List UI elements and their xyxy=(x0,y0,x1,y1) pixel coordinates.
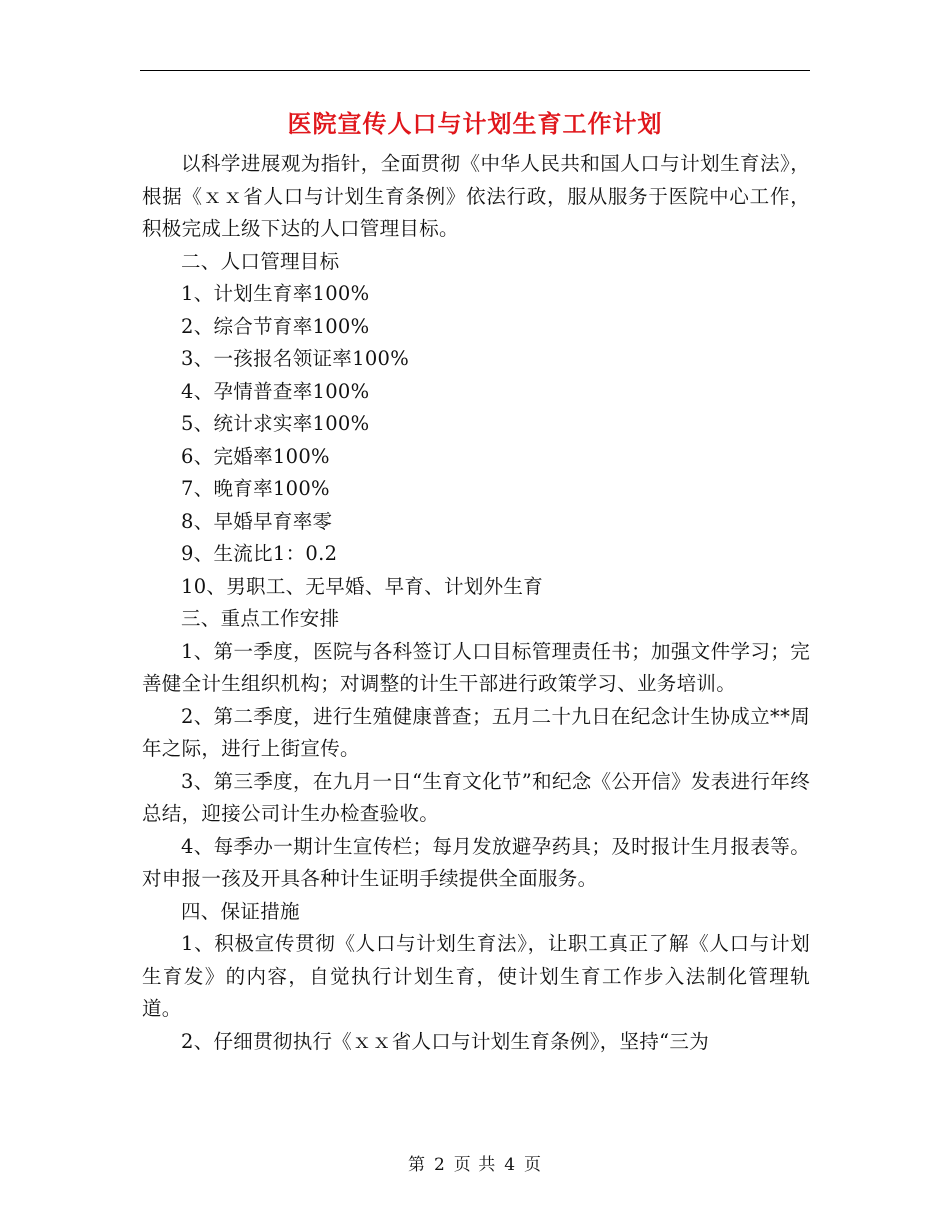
paragraph: 1、第一季度，医院与各科签订人口目标管理责任书；加强文件学习；完善健全计生组织机构；对调整的计生干部进行政策学习、业务培训。 xyxy=(142,639,810,695)
paragraph: 8、早婚早育率零 xyxy=(181,509,333,533)
footer-page-number: 2 xyxy=(433,1155,446,1175)
paragraph: 4、每季办一期计生宣传栏；每月发放避孕药具；及时报计生月报表等。对申报一孩及开具各种计生证明手续提供全面服务。 xyxy=(142,834,810,890)
paragraph: 2、仔细贯彻执行《ｘｘ省人口与计划生育条例》，坚持“三为 xyxy=(181,1029,710,1053)
paragraph: 10、男职工、无早婚、早育、计划外生育 xyxy=(181,574,544,598)
paragraph: 1、积极宣传贯彻《人口与计划生育法》，让职工真正了解《人口与计划生育发》的内容，自觉执行计划生育，使计划生育工作步入法制化管理轨道。 xyxy=(142,932,810,1020)
paragraph: 5、统计求实率100% xyxy=(181,412,370,435)
paragraph: 3、第三季度，在九月一日“生育文化节”和纪念《公开信》发表进行年终总结，迎接公司计生办检查验收。 xyxy=(142,769,810,825)
document-title: 医院宣传人口与计划生育工作计划 xyxy=(287,109,663,138)
paragraph: 3、一孩报名领证率100% xyxy=(181,347,410,370)
page-footer xyxy=(0,1152,950,1178)
paragraph: 1、计划生育率100% xyxy=(181,282,370,305)
paragraph: 三、重点工作安排 xyxy=(181,607,340,630)
paragraph: 6、完婚率100% xyxy=(181,444,330,468)
paragraph: 四、保证措施 xyxy=(181,899,300,923)
paragraph: 7、晚育率100% xyxy=(181,477,330,500)
paragraph: 2、综合节育率100% xyxy=(181,314,370,338)
footer-middle: 页 共 xyxy=(453,1155,497,1175)
header-rule xyxy=(140,70,810,71)
paragraph: 4、孕情普查率100% xyxy=(181,379,370,403)
paragraph: 2、第二季度，进行生殖健康普查；五月二十九日在纪念计生协成立**周年之际，进行上街宣传。 xyxy=(142,704,810,760)
footer-prefix: 第 xyxy=(407,1155,426,1175)
document-body xyxy=(142,148,810,1058)
footer-suffix: 页 xyxy=(524,1155,543,1175)
footer-total-pages: 4 xyxy=(504,1155,517,1175)
paragraph: 以科学进展观为指针，全面贯彻《中华人民共和国人口与计划生育法》，根据《ｘｘ省人口与计划生育条例》依法行政，服从服务于医院中心工作，积极完成上级下达的人口管理目标。 xyxy=(142,152,810,240)
paragraph: 二、人口管理目标 xyxy=(181,249,340,273)
paragraph: 9、生流比1：0.2 xyxy=(181,542,338,565)
